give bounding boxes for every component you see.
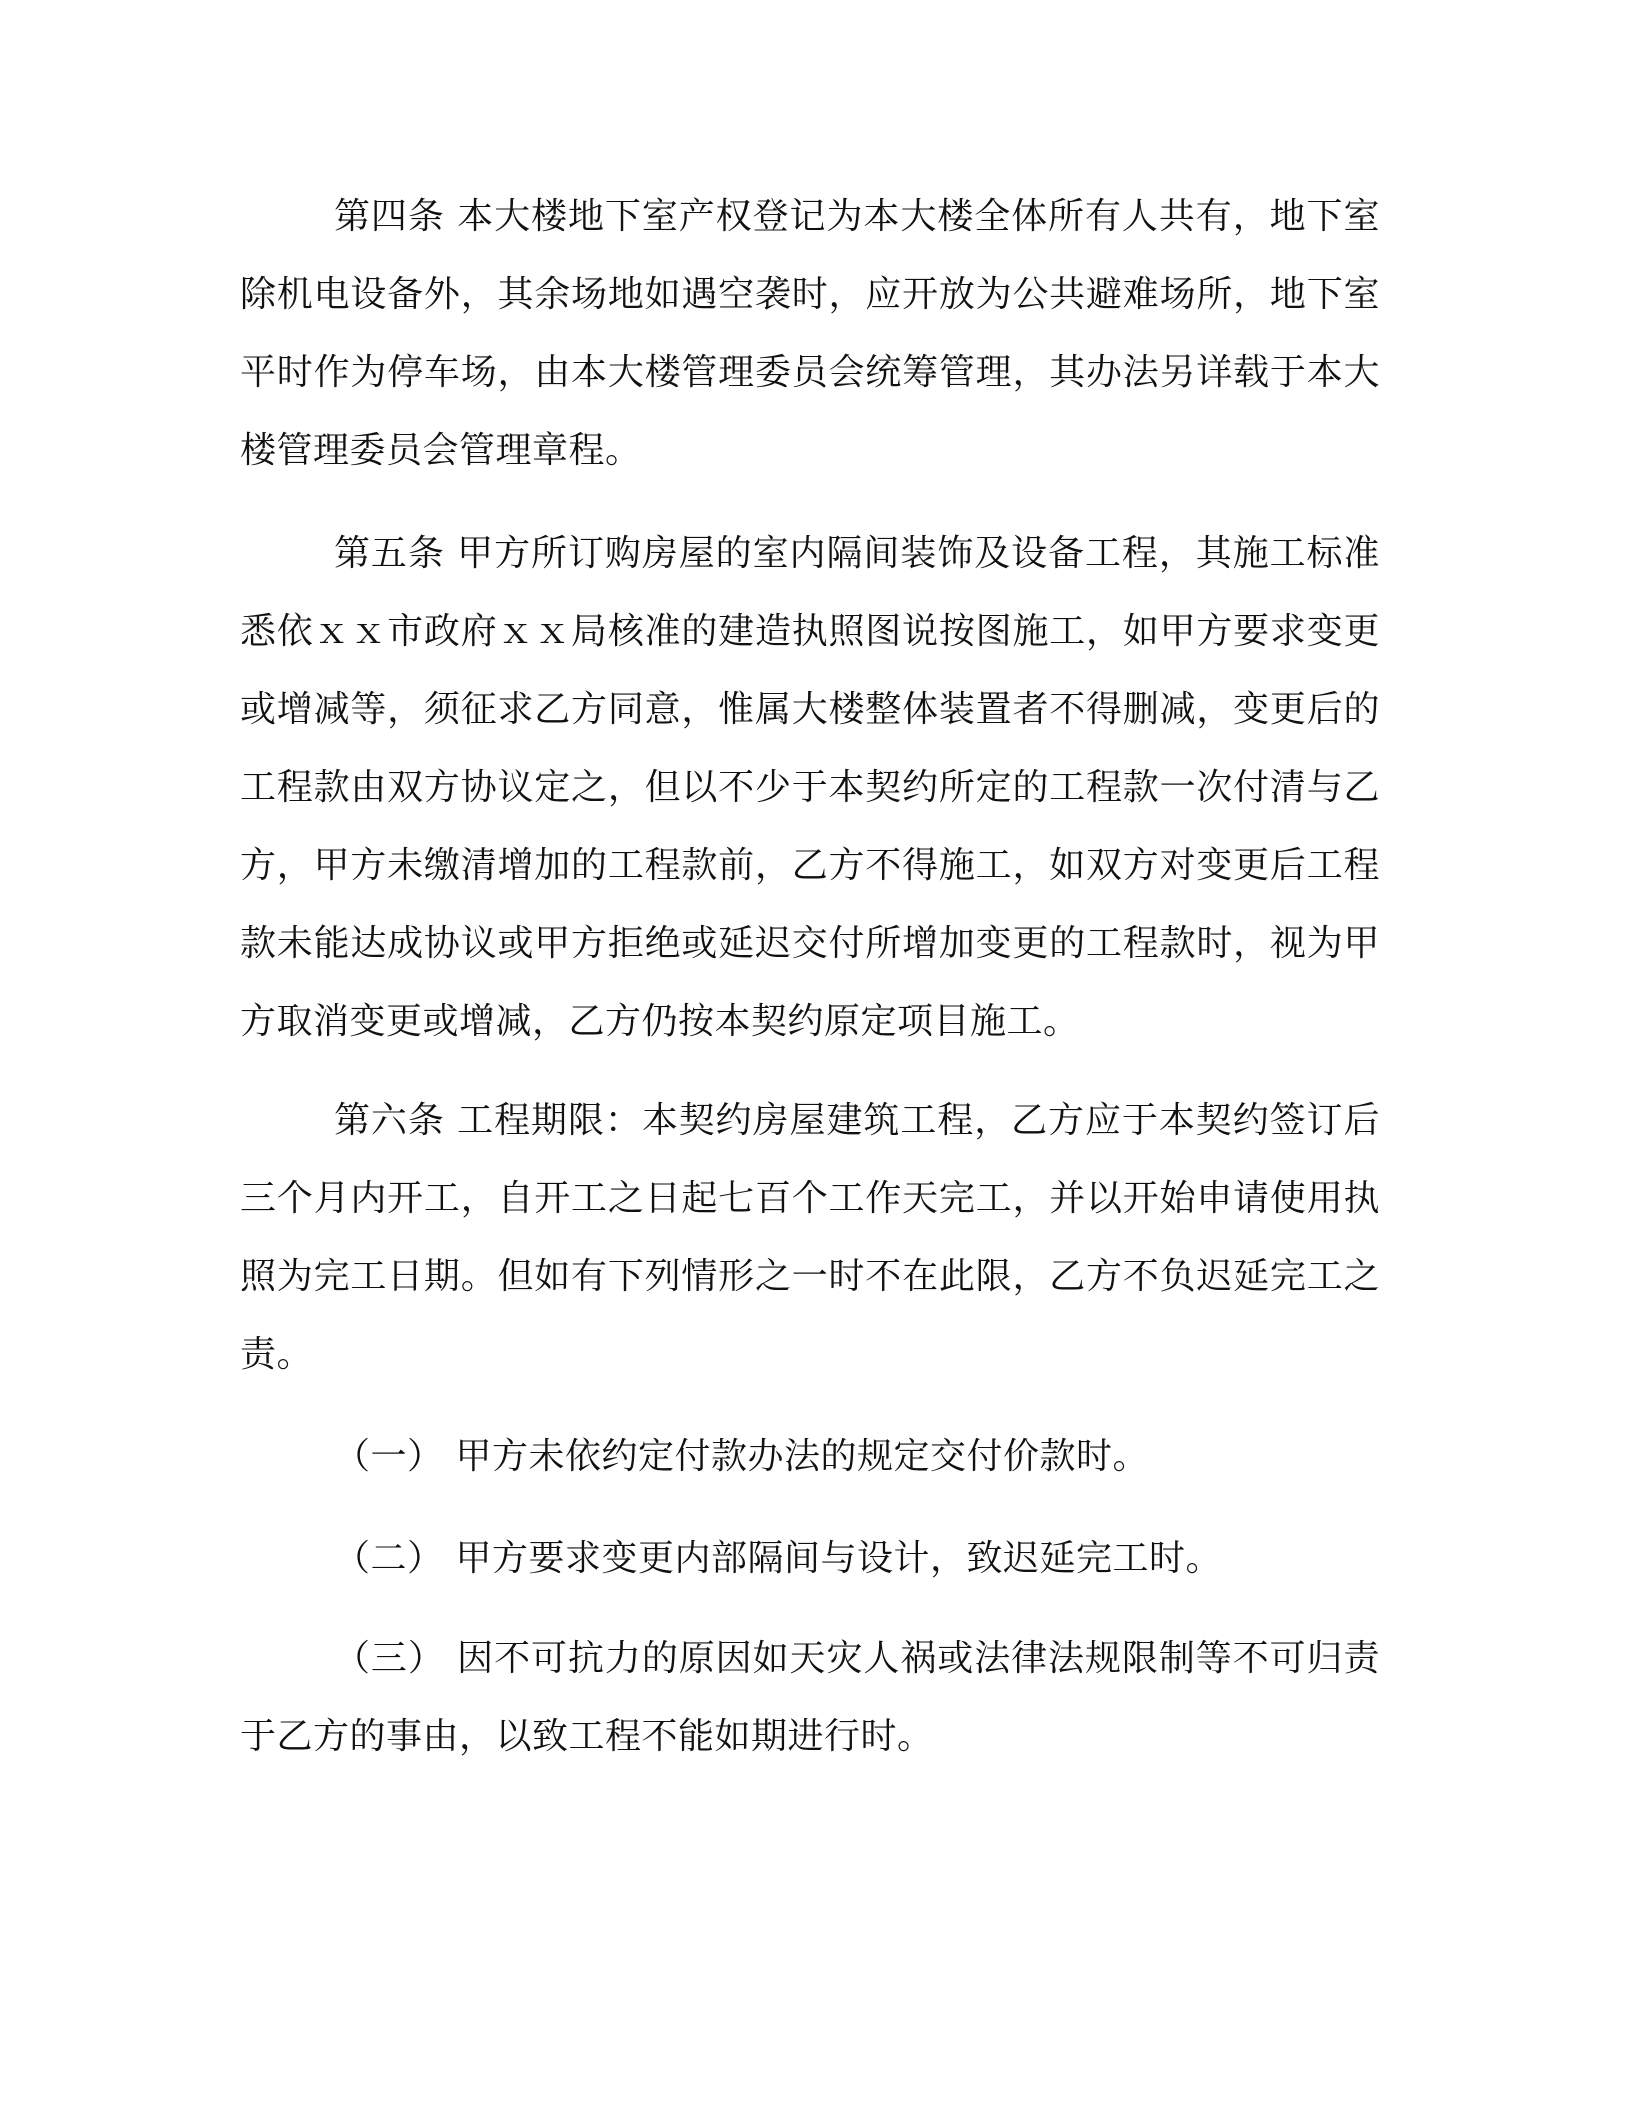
article-6-paragraph: 第六条 工程期限：本契约房屋建筑工程，乙方应于本契约签订后三个月内开工，自开工之日起七百个工作天完工，并以开始申请使用执照为完工日期。但如有下列情形之一时不在此限，乙方不负迟延完工之责。 — [240, 1100, 1380, 1375]
article-4-paragraph: 第四条 本大楼地下室产权登记为本大楼全体所有人共有，地下室除机电设备外，其余场地如遇空袭时，应开放为公共避难场所，地下室平时作为停车场，由本大楼管理委员会统筹管理，其办法另详载于本大楼管理委员会管理章程。 — [240, 196, 1380, 471]
list-item: （三） 因不可抗力的原因如天灾人祸或法律法规限制等不可归责于乙方的事由，以致工程不能如期进行时。 — [240, 1638, 1380, 1757]
article-5-paragraph: 第五条 甲方所订购房屋的室内隔间装饰及设备工程，其施工标准悉依ｘｘ市政府ｘｘ局核准的建造执照图说按图施工，如甲方要求变更或增减等，须征求乙方同意，惟属大楼整体装置者不得删减，变更后的工程款由双方协议定之，但以不少于本契约所定的工程款一次付清与乙方，甲方未缴清增加的工程款前，乙方不得施工，如双方对变更后工程款未能达成协议或甲方拒绝或延迟交付所增加变更的工程款时，视为甲方取消变更或增减，乙方仍按本契约原定项目施工。 — [240, 533, 1380, 1042]
list-item: （二） 甲方要求变更内部隔间与设计，致迟延完工时。 — [334, 1538, 1222, 1579]
list-item: （一） 甲方未依约定付款办法的规定交付价款时。 — [334, 1436, 1149, 1477]
